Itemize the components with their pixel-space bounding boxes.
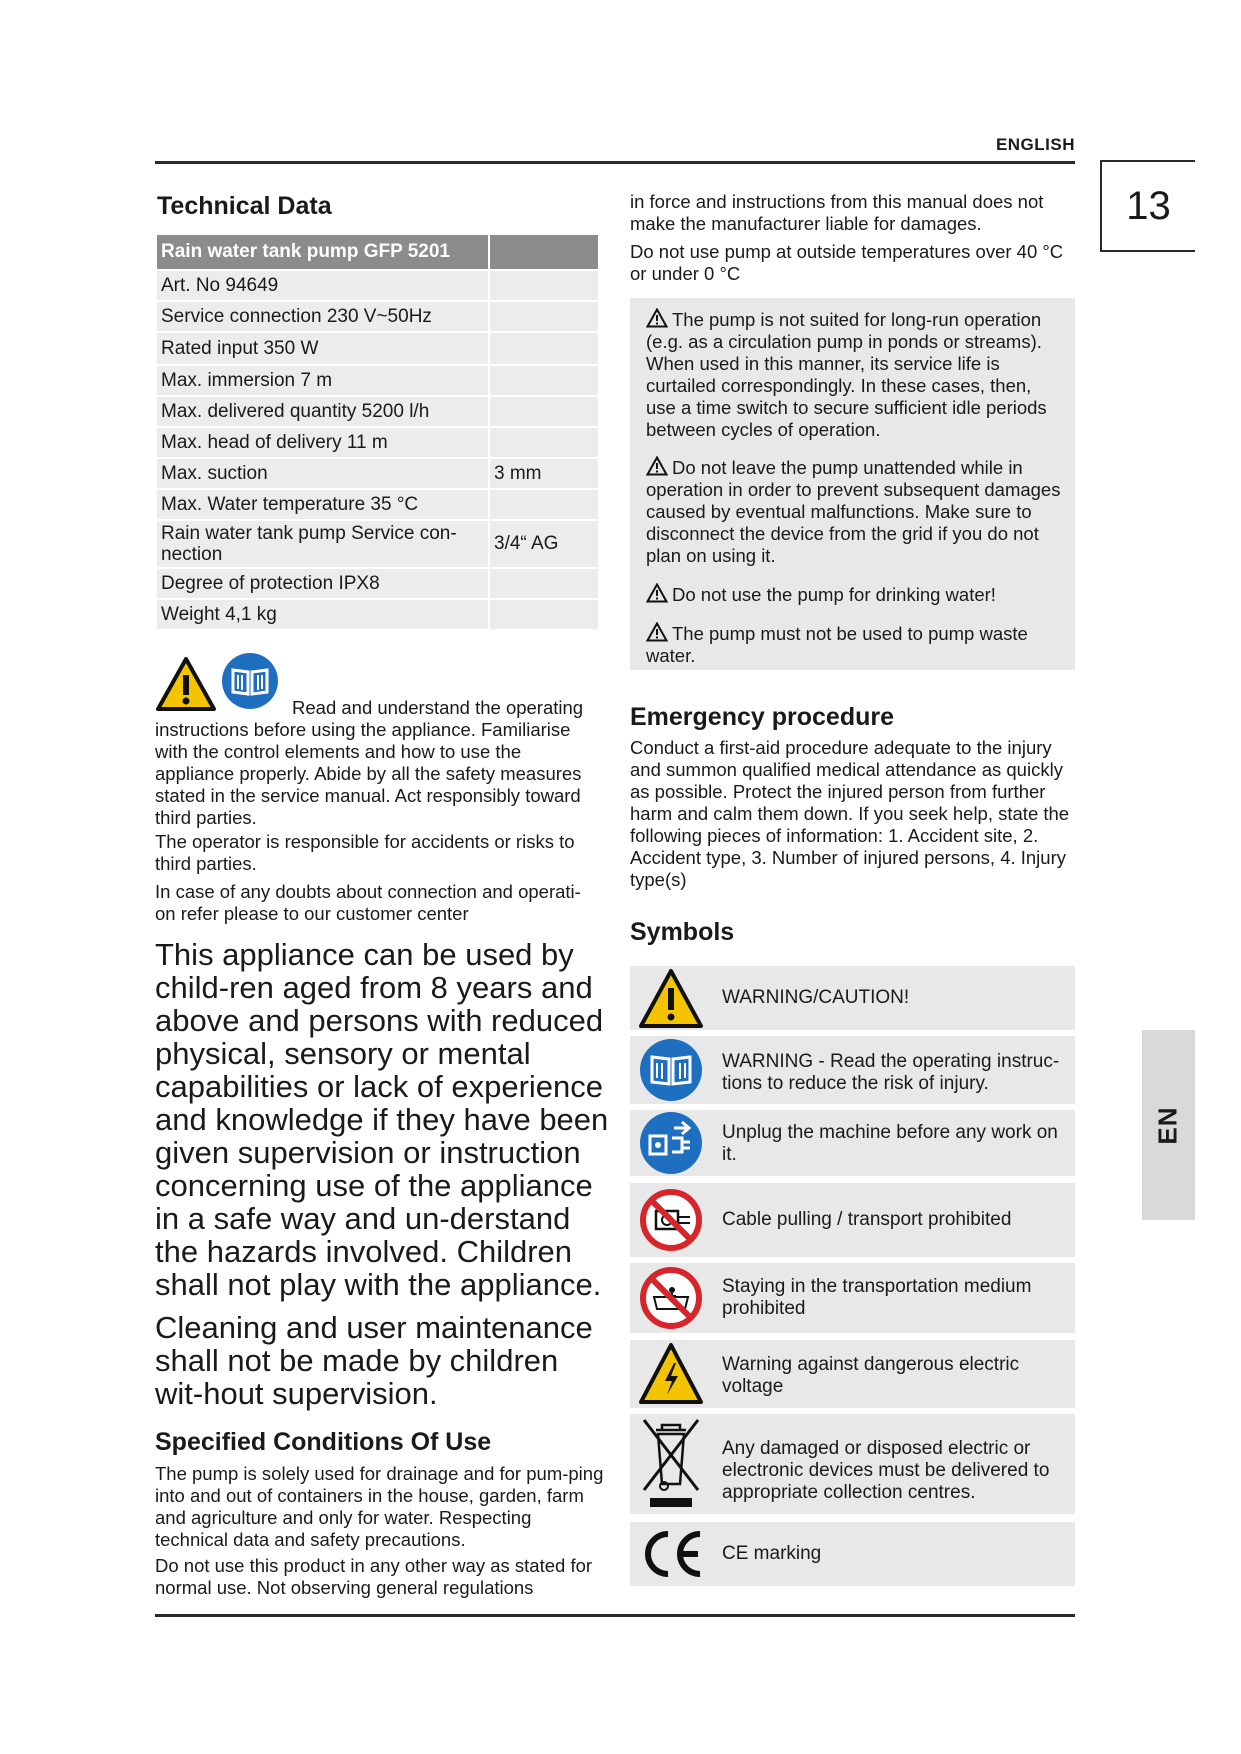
table-cell: Max. head of delivery 11 m (156, 427, 489, 458)
symbol-label: WARNING/CAUTION! (722, 987, 910, 1008)
symbol-label: Warning against dangerous electric voltage (722, 1354, 1020, 1397)
warning-paragraph: Do not leave the pump unattended while in operation in order to prevent subsequent damages caused by eventual malfunctions. Make sure to disconnect the device from the grid if you do not plan on using it. (646, 457, 1061, 566)
table-cell: Weight 4,1 kg (156, 599, 489, 630)
weee-bin-icon (638, 1416, 704, 1510)
intro-text: in force and instructions from this manual does not make the manufacturer liable for damages. (630, 191, 1044, 234)
symbol-label: WARNING - Read the operating instruc-tions to reduce the risk of injury. (722, 1051, 1060, 1094)
table-cell: Rated input 350 W (156, 332, 489, 365)
language-label: ENGLISH (995, 135, 1075, 154)
table-cell: Max. suction (156, 458, 489, 489)
read-manual-text: instructions before using the appliance. Familiarise with the control elements and how to use the appliance properly. Abide by all the safety measures stated in the service manual. Act responsibly toward third parties. (155, 719, 582, 828)
symbol-label: Cable pulling / transport prohibited (722, 1209, 1012, 1230)
table-cell: Degree of protection IPX8 (156, 568, 489, 599)
warning-paragraph: The pump must not be used to pump waste water. (646, 623, 1028, 666)
technical-data-title: Technical Data (157, 192, 332, 220)
symbol-label: Any damaged or disposed electric or electronic devices must be delivered to appropriate collection centres. (722, 1438, 1050, 1503)
language-side-tab: EN (1142, 1030, 1195, 1220)
read-manual-icon (221, 652, 279, 710)
warning-triangle-icon (155, 656, 217, 712)
doubts-text: In case of any doubts about connection and operati-on refer please to our customer center (155, 881, 581, 924)
conditions-text: The pump is solely used for drainage and for pum-ping into and out of containers in the house, garden, farm and agriculture and only for water. Respecting technical data and safety precautions. (155, 1463, 604, 1550)
page-number: 13 (1100, 160, 1195, 252)
conditions-text-2: Do not use this product in any other way as stated for normal use. Not observing general regulations (155, 1555, 593, 1598)
conditions-title: Specified Conditions Of Use (155, 1428, 492, 1456)
technical-data-table: Rain water tank pump GFP 5201 Art. No 94649 Service connection 230 V~50Hz Rated input 350 W Max. immersion 7 m Max. delivered quantity 5200 l/h Max. head of delivery 11 m Max. suction 3 mm Max. Water temperature 35 °C Rain water tank pump Service con-nection 3/4“ AG Degree of protection IPX8 Weight 4,1 kg (155, 233, 600, 631)
table-cell: Max. immersion 7 m (156, 365, 489, 396)
no-person-in-medium-icon (638, 1265, 704, 1331)
symbol-label: Unplug the machine before any work on it. (722, 1122, 1058, 1165)
temperature-text: Do not use pump at outside temperatures over 40 °C or under 0 °C (630, 241, 1064, 284)
symbol-row (630, 966, 1075, 1030)
symbol-row (630, 1414, 1075, 1514)
read-manual-icon (638, 1037, 704, 1103)
high-voltage-icon (638, 1341, 704, 1407)
no-cable-pulling-icon (638, 1187, 704, 1253)
unplug-icon (638, 1110, 704, 1176)
emergency-text: Conduct a first-aid procedure adequate to the injury and summon qualified medical attendance as quickly as possible. Protect the injured person from further harm and calm them down. If you seek help, state the following pieces of information: 1. Accident site, 2. Accident type, 3. Number of injured persons, 4. Injury type(s) (630, 737, 1070, 890)
emergency-title: Emergency procedure (630, 703, 894, 731)
symbol-label: CE marking (722, 1543, 822, 1564)
children-safety-text: This appliance can be used by child-ren aged from 8 years and above and persons with reduced physical, sensory or mental capabilities or lack of experience and knowledge if they have been given supervision or instruction concerning use of the appliance in a safe way and un-derstand the hazards involved. Children shall not play with the appliance. (155, 937, 609, 1302)
symbols-title: Symbols (630, 918, 735, 946)
warning-paragraph: Do not use the pump for drinking water! (646, 583, 1066, 606)
warning-triangle-icon (638, 966, 704, 1032)
small-warning-icon (646, 622, 668, 642)
symbol-row (630, 1263, 1075, 1333)
table-cell: Max. Water temperature 35 °C (156, 489, 489, 520)
symbol-row (630, 1522, 1075, 1586)
warning-paragraph: The pump is not suited for long-run operation (e.g. as a circulation pump in ponds or streams). When used in this manner, its service life is curtailed correspondingly. In these cases, then, use a time switch to secure sufficient idle periods between cycles of operation. (646, 309, 1047, 440)
table-header: Rain water tank pump GFP 5201 (156, 234, 489, 270)
small-warning-icon (646, 308, 668, 328)
table-cell: Art. No 94649 (156, 270, 489, 301)
symbol-row (630, 1340, 1075, 1408)
footer-rule (155, 1614, 1075, 1617)
read-manual-text-first: Read and understand the operating (292, 697, 584, 718)
cleaning-safety-text: Cleaning and user maintenance shall not be made by children wit-hout supervision. (155, 1310, 593, 1411)
operator-text: The operator is responsible for accidents or risks to third parties. (155, 831, 575, 874)
ce-mark-icon (638, 1522, 704, 1586)
table-cell: Rain water tank pump Service con-nection (156, 520, 489, 568)
symbol-row (630, 1110, 1075, 1176)
table-cell: Max. delivered quantity 5200 l/h (156, 396, 489, 427)
symbol-row (630, 1183, 1075, 1257)
table-cell: Service connection 230 V~50Hz (156, 301, 489, 332)
symbol-label: Staying in the transportation medium prohibited (722, 1276, 1032, 1319)
header-rule (155, 161, 1075, 164)
symbol-row (630, 1036, 1075, 1104)
small-warning-icon (646, 583, 668, 603)
small-warning-icon (646, 456, 668, 476)
